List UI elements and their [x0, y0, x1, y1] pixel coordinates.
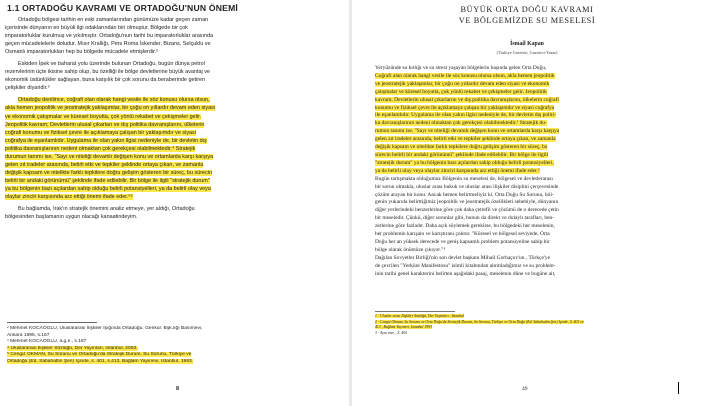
- body-line-text: kavram; Devletlerin ulusal çıkarlarını ve dış politika davranışlarını, ülkelerin coğrafi: [375, 96, 559, 103]
- body-line: [375, 199, 695, 207]
- body-line: [375, 97, 695, 105]
- body-line: [375, 255, 695, 263]
- body-line: [5, 104, 345, 112]
- body-line: [5, 40, 345, 48]
- body-line-text: Eskiden İpek ve baharat yolu üzerinde bulunan Ortadoğu, bugün dünya petrol: [18, 61, 205, 68]
- body-line-text: Bugün tartışmakta olduğumuz Bölgenin su meselesi de, bölgesel ve devletlerarası: [375, 175, 553, 182]
- right-footnotes: [375, 314, 693, 336]
- body-line: [5, 169, 345, 177]
- body-line: [375, 263, 695, 271]
- body-line: [5, 205, 345, 213]
- body-line: [375, 112, 695, 120]
- body-line-text: de çevrilen "Yerküre Manifestosu" isimli kitabından alıntıladığımız ve su problem-: [375, 262, 556, 269]
- left-body-text: [5, 16, 345, 221]
- body-line: [5, 161, 345, 169]
- body-line-text: bir meseledir. Çünkü, diğer sorunlar gibi, bunun da direkt ve dolaylı tarafları, ben-: [375, 215, 555, 222]
- article-author: İsmail Kapan: [510, 41, 544, 47]
- article-title-line-2: VE BÖLGEMİZDE SU MESELESİ: [458, 16, 596, 25]
- body-line: [375, 73, 695, 81]
- body-line-text: rezervlerinin üçte ikisine sahip olup, bu özelliği ile bölge devletlerine büyük avantaj ve: [5, 69, 210, 76]
- body-line: [375, 89, 695, 97]
- text-cursor: [678, 382, 679, 394]
- body-line: [5, 68, 345, 76]
- section-heading: 1.1 ORTADOĞU KAVRAMI VE ORTADOĞU'NUN ÖNEMİ: [7, 3, 239, 13]
- body-line: [5, 96, 345, 104]
- body-line-text: her problemin karışanı ve karıştıranı çoktur. "Küresel ve bölgesel seviyede, Orta: [375, 231, 550, 238]
- right-page-number: 49: [522, 386, 528, 392]
- footnote-line-text: 413 , Bağlam Yayınevi, İstanbul 1993: [375, 325, 432, 330]
- body-line: [5, 153, 345, 161]
- body-line: [375, 247, 695, 255]
- body-line-text: ve jeostratejik yaklaşımlar, bir çoğu on yıllardır devam eden siyasi ve ekonomik: [375, 80, 550, 87]
- body-line: [5, 137, 345, 145]
- body-line-text: Osmanlı imparatorlukları hep bu bölgede mücadele etmişlerdir.²: [5, 49, 158, 56]
- body-line-text: imparatorluklar kurulmuş ve yıkılmıştır. Ortadoğu'nun tarihi bu imparatorluklar arasında: [5, 33, 214, 40]
- footnote-line-text: ⁵ Cengiz OKMAN, Su Sorunu ve Ortadoğu'da Stratejik Durum, Su Sorunu, Türkiye ve: [7, 352, 192, 357]
- body-line-text: ile eşanlamlıdır. Uygulama ile olan yakın ilgisi nedeniyle de, bir devletin dış politi-: [375, 112, 556, 119]
- footnote-line-text: ³ Mehmet KOCAOĞLU, a.g.e., s.167: [7, 339, 87, 344]
- body-line: [375, 176, 695, 184]
- body-line-text: Jeopolitik kavram; Devletlerin ulusal çıkarları ve dış politika davranışlarını, ülkelerin: [5, 121, 205, 128]
- body-line-text: çözüm arayan bir konu. Ancak hemen belirtmeliyiz ki, Orta Doğu Su Sorunu, böl-: [375, 191, 554, 198]
- body-line-text: ya da belirli olay veya olaylar zinciri karşısında arz ettiği önemi ifade eder.²: [375, 167, 540, 174]
- body-line-text: bir sorun olmakla, uluslar arası hukuk ve uluslar arası ilişkiler disiplini çerçevesinde: [375, 183, 559, 190]
- body-line-text: değişik kapsam ve nitelikte farklı tepkilere doğru gelişim gösteren bir süreç, bu: [375, 144, 548, 151]
- body-line-text: ve ekonomik çatışmalar ve küresel boyutta, çok yönlü rekabet ve çekişmeler gelir.: [5, 113, 202, 120]
- body-line: [375, 144, 695, 152]
- body-line: [375, 105, 695, 113]
- right-body-text: [375, 65, 695, 278]
- body-line-text: gelen zıt iradeler arasında, belirli etki ve tepkiler şeklinde ortaya çıkan, ve zamanla: [5, 161, 204, 168]
- body-line-text: çatışmalar ve küresel boyutta, çok yönlü rekabet ve çekişmeler gelir. Jeopolitik: [375, 88, 547, 95]
- body-line: [5, 76, 345, 84]
- body-line-text: konumu ve fiziksel çevre ile açıklamaya çalışan bir yaklaşımdır ve siyasi coğrafya: [375, 104, 555, 111]
- body-line-text: değişik kapsam ve nitelikte farklı tepkilere doğru gelişim gösteren bir süreç, bu sürecin: [5, 169, 213, 176]
- body-line: [375, 271, 695, 279]
- body-line: [5, 16, 345, 24]
- body-line: [5, 213, 345, 221]
- body-line-text: durumun tanımı ise, "Sayı ve niteliği devamlı değişen konu ve ortamlarda karşı karşıya: [5, 153, 214, 160]
- body-line-text: Coğrafi alan olarak hangi vesile ile söz konusu olursa olsun, akla hemen jeopolitik: [375, 72, 555, 79]
- body-line: [5, 185, 345, 193]
- body-line-text: Doğu her an yüksek derecede ve geniş kapsamlı problem potansiyeline sahip bir: [375, 238, 550, 245]
- body-line-text: Ortadoğu bölgesi tarihin en eski zamanlarından günümüze kadar geçen zaman: [18, 17, 209, 23]
- left-document-page: [0, 0, 350, 406]
- footnote-divider: [375, 311, 455, 312]
- body-line-text: "stratejik durum" ya bu bölgenin bazı açılardan sahip olduğu belirli potansiyelleri,: [375, 159, 554, 166]
- body-line: [375, 231, 695, 239]
- body-line: [5, 145, 345, 153]
- body-line-text: geçen mücadelelerle doludur. Mısır Krallığı, Pers Roma İskender, Bizans, Selçuklu ve: [5, 41, 211, 48]
- body-line-text: bölge olarak önümüze çıkıyor."³: [375, 246, 445, 253]
- footnote-line: [375, 331, 693, 337]
- body-line-text: politika davranışlarının nedeni olmaktan çok gerekçesi olabilmektedir.⁴ Stratejik: [5, 145, 196, 152]
- body-line-text: rumun tanımı ise, "Sayı ve niteliği devamlı değişen konu ve ortamlarda karşı karşıya: [375, 128, 560, 135]
- footnote-line-text: Ortadoğu (Ed. Sabahattin Şen) İçinde, s. 401, s.413, Bağlam Yayınevi, İstanbul, 1993.: [7, 358, 194, 364]
- body-line: [5, 193, 345, 201]
- body-line: [375, 65, 695, 73]
- body-line-text: akla hemen jeopolitik ve jeostratejik yaklaşımlar, bir çoğu on yıllardır devam eden siyasi: [5, 105, 216, 112]
- body-line-text: çelişkiler diyaridir.³: [5, 85, 50, 92]
- body-line-text: sürecin belirli bir andaki görünümü" şeklinde ifade edilebilir. Bir bölge ile ilgili: [375, 151, 549, 158]
- right-document-page: [352, 0, 702, 406]
- footnote-line: [7, 359, 343, 366]
- body-line: [375, 192, 695, 200]
- footnote-line-text: ² Mehmet KOCAOĞLU, Uluslararası İlişkiler Işığında Ortadoğu. Genkur. Bşk.lığı Basımevi,: [7, 326, 203, 331]
- body-line: [375, 168, 695, 176]
- left-footnotes: [7, 326, 343, 365]
- body-line-text: olaylar zinciri karşısında arz ettiği önemi ifade eder.⁵⁶: [5, 193, 133, 200]
- body-line: [5, 113, 345, 121]
- body-line: [375, 152, 695, 160]
- body-line-text: ekonomik üstünlükler sağlayan, buna karşılık bir çok sorunu da beraberinde getiren: [5, 77, 206, 84]
- body-line: [5, 24, 345, 32]
- body-line: [5, 177, 345, 185]
- body-line: [375, 215, 695, 223]
- body-line-text: bölgesinden başlamanın uygun olacağı kanaatindeyim.: [5, 214, 138, 221]
- body-line: [375, 239, 695, 247]
- body-line-text: coğrafi konumu ve fiziksel çevre ile açıklamaya çalışan bir yaklaşımdır ve siyasi: [5, 129, 196, 136]
- body-line: [5, 121, 345, 129]
- body-line-text: gelen zıt iradeler arasında, belirli etki ve tepkiler şeklinde ortaya çıkan, ve zamanla: [375, 136, 556, 143]
- body-line-text: belirli bir andaki görünümü" şeklinde ifade edilebilir. Bir bölge ile ilgili "stratejik durum": [5, 177, 210, 184]
- footnote-line-text: 3 - Aynı eser, , S. 404: [375, 330, 407, 335]
- body-line: [5, 84, 345, 92]
- article-title-line-1: BÜYÜK ORTA DOĞU KAVRAMI: [460, 5, 594, 14]
- body-line-text: Yeryüzünde su kıtlığı ve su strest yaşayan bölgelerin başında gelen Orta Doğu,: [375, 65, 547, 71]
- body-line-text: ka davranışlarının nedeni olmaktan çok gerekçesi olabilmektedir.¹ Stratejik du-: [375, 120, 547, 127]
- body-line-text: inin tarihi genel karakterini belirten aşağıdaki pasaj, meselenin düne ve bugüne ait,: [375, 270, 556, 277]
- body-line-text: ya bu bölgenin bazı açılardan sahip olduğu belirli potansiyelleri, ya da belirli olay veya: [5, 185, 211, 192]
- body-line: [375, 136, 695, 144]
- footnote-line-text: 2 - Cengiz Okman, Su Sorunu ve Orta Doğu'da Stratejik Durum, Su Sorunu, Türkiye ve Orta Doğu (Ed. Sabahattin Şen) İçinde, S. 401 ve: [375, 319, 584, 324]
- body-line-text: genin yukarıda belirttiğimiz jeopolitik ve jeostratejik özellikleri sebebiyle, dünyanın: [375, 199, 559, 206]
- body-line-text: zerlerine göre fazladır. Daha açık söylemek gerekirse, bu bölgedeki her meselenin,: [375, 223, 555, 230]
- footnote-divider: [7, 322, 97, 323]
- body-line: [5, 60, 345, 68]
- body-line: [5, 48, 345, 56]
- body-line: [375, 120, 695, 128]
- author-affiliation: (Türkiye Gazetesi, Gazeteci-Yazar): [496, 50, 558, 55]
- body-line-text: diğer yerlerindeki benzerlerine göre çok daha çetrefil ve çözümü de o derecede çetin: [375, 207, 559, 214]
- body-line: [375, 81, 695, 89]
- body-line-text: Bu bağlamda, Irak'ın stratejik önemini analiz etmeye, yer aldığı, Ortadoğu: [18, 206, 195, 213]
- body-line-text: coğrafya ile eşanlamlıdır. Uygulama ile olan yakın ilgisi nedeniyle de, bir devletin dış: [5, 137, 207, 144]
- body-line-text: Ortadoğu denilince, coğrafi olan olarak hangi vesile ile söz konusu olursa olsun,: [18, 97, 210, 104]
- footnote-line-text: ⁴ Uluslararası İlişkiler Sözlüğü, Der Yayınları, İstanbul, 2003.: [7, 345, 138, 351]
- footnote-line-text: 1 - Uluslar arası İlişkiler Sözlüğü, Der Yayınları , İstanbul: [375, 314, 464, 318]
- left-page-number: 8: [176, 386, 180, 392]
- body-line: [5, 32, 345, 40]
- body-line-text: içerisinde dünyanın en büyük ilgi odaklarından biri olmuştur. Bölgede bir çok: [5, 25, 188, 32]
- body-line: [375, 223, 695, 231]
- body-line: [375, 128, 695, 136]
- body-line-text: Dağılan Sovyetler Birliği'nin son devlet başkanı Mihail Gorbaçov'un , Türkçe'ye: [375, 254, 550, 261]
- body-line: [5, 129, 345, 137]
- body-line: [375, 207, 695, 215]
- body-line: [375, 160, 695, 168]
- body-line: [375, 184, 695, 192]
- footnote-line-text: Ankara 1995, s.167: [7, 332, 50, 338]
